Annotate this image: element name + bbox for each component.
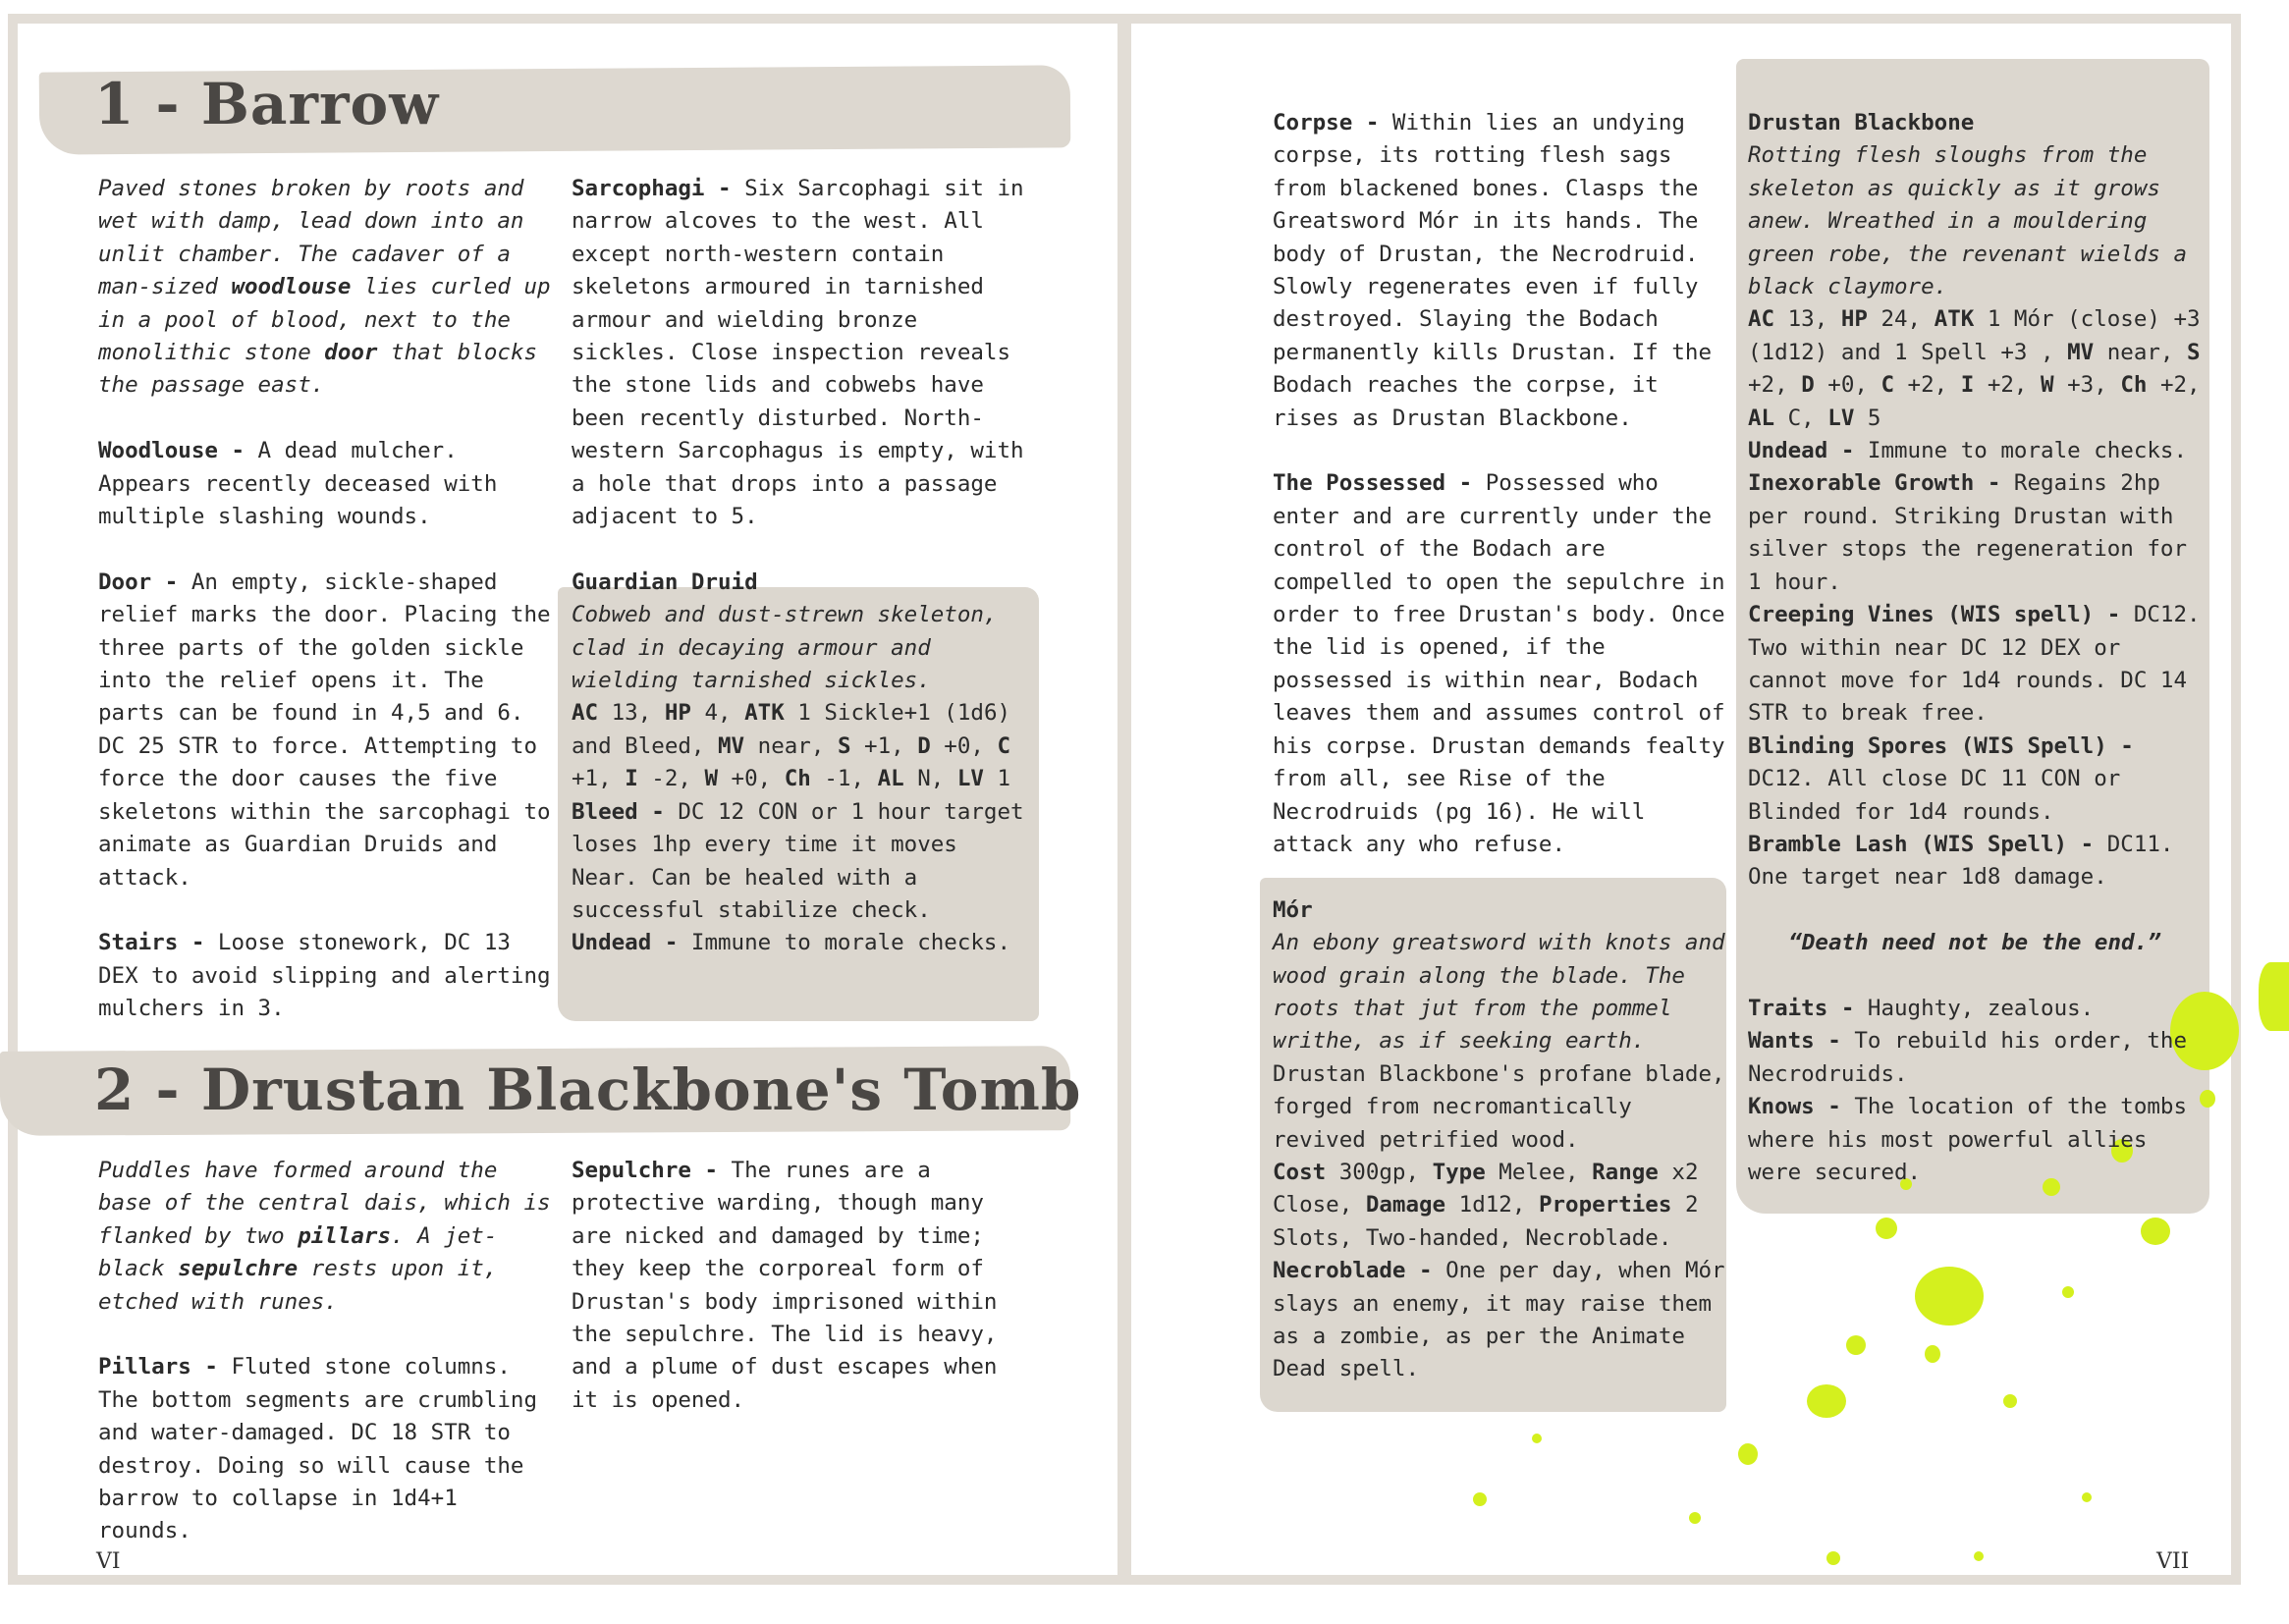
bleed-entry: Bleed - DC 12 CON or 1 hour target loses 1hp every time it moves Near. Can be healed with a successful stabilize check. <box>572 798 1024 923</box>
drustan-quote: “Death need not be the end.” <box>1788 930 2161 956</box>
page-number-left: VI <box>96 1549 121 1574</box>
guardian-undead-entry: Undead - Immune to morale checks. <box>572 930 1011 956</box>
corpse-entry: Corpse - Within lies an undying corpse, its rotting flesh sags from blackened bones. Clasps the Greatsword Mór in its hands. The body of Drustan, the Necrodruid. Slowly regenerates even if fully destroyed. Slaying the Bodach permanently kills Drustan. If the Bodach reaches the corpse, it rises as Drustan Blackbone. <box>1273 110 1713 431</box>
right-col-1 <box>1273 107 1726 1386</box>
door-entry: Door - An empty, sickle-shaped relief marks the door. Placing the three parts of the golden sickle into the relief opens it. The parts can be found in 4,5 and 6. DC 25 STR to force. Attempting to force the door causes the five skeletons within the sarcophagi to animate as Guardian Druids and attack. <box>98 568 551 891</box>
barrow-col-2 <box>572 173 1025 960</box>
drustan-undead-entry: Undead - Immune to morale checks. <box>1748 438 2188 464</box>
tomb-col-2 <box>572 1155 1025 1450</box>
guardian-druid-name: Guardian Druid <box>572 568 758 595</box>
drustan-name: Drustan Blackbone <box>1748 110 1975 135</box>
tomb-heading: 2 - Drustan Blackbone's Tomb <box>94 1056 1082 1123</box>
drustan-desc: Rotting flesh sloughs from the skeleton as quickly as it grows anew. Wreathed in a mouldering green robe, the revenant wields a black claymore. <box>1748 142 2188 300</box>
right-col-2 <box>1748 107 2202 1189</box>
possessed-entry: The Possessed - Possessed who enter and are currently under the control of the Bodach are compelled to open the sepulchre in order to free Drustan's body. Once the lid is opened, if the possessed is within near, Bodach leaves them and assumes control of his corpse. Drustan demands fealty from all, see Rise of the Necrodruids (pg 16). He will attack any who refuse. <box>1273 470 1725 857</box>
blinding-spores-entry: Blinding Spores (WIS Spell) - DC12. All close DC 11 CON or Blinded for 1d4 rounds. <box>1748 732 2134 825</box>
woodlouse-entry: Woodlouse - A dead mulcher. Appears recently deceased with multiple slashing wounds. <box>98 438 498 530</box>
bramble-lash-entry: Bramble Lash (WIS Spell) - DC11. One target near 1d8 damage. <box>1748 831 2174 891</box>
necroblade-entry: Necroblade - One per day, when Mór slays an enemy, it may raise them as a zombie, as per the Animate Dead spell. <box>1273 1258 1725 1382</box>
wants-entry: Wants - To rebuild his order, the Necrodruids. <box>1748 1028 2188 1087</box>
guardian-druid-desc: Cobweb and dust-strewn skeleton, clad in decaying armour and wielding tarnished sickles. <box>572 602 998 694</box>
stairs-entry: Stairs - Loose stonework, DC 13 DEX to avoid slipping and alerting mulchers in 3. <box>98 930 551 1022</box>
tomb-col-1 <box>98 1155 552 1581</box>
page-number-right: VII <box>2156 1549 2190 1574</box>
mor-body: Drustan Blackbone's profane blade, forged from necromantically revived petrified wood. <box>1273 1060 1725 1153</box>
knows-entry: Knows - The location of the tombs where his most powerful allies were secured. <box>1748 1094 2188 1185</box>
barrow-col-1 <box>98 173 552 1058</box>
barrow-intro: Paved stones broken by roots and wet with damp, lead down into an unlit chamber. The cadaver of a man-sized woodlouse lies curled up in a pool of blood, next to the monolithic stone door that blocks the passage east. <box>98 176 551 399</box>
guardian-druid-stats: AC 13, HP 4, ATK 1 Sickle+1 (1d6) and Bleed, MV near, S +1, D +0, C +1, I -2, W +0, Ch -1, AL N, LV 1 <box>572 700 1011 792</box>
pillars-entry: Pillars - Fluted stone columns. The bottom segments are crumbling and water-damaged. DC 18 STR to destroy. Doing so will cause the barrow to collapse in 1d4+1 rounds. <box>98 1354 538 1544</box>
sepulchre-entry: Sepulchre - The runes are a protective warding, though many are nicked and damaged by time; they keep the corporeal form of Drustan's body imprisoned within the sepulchre. The lid is heavy, and a plume of dust escapes when it is opened. <box>572 1158 998 1413</box>
mor-desc: An ebony greatsword with knots and wood grain along the blade. The roots that jut from the pommel writhe, as if seeking earth. <box>1273 930 1725 1055</box>
drustan-stats: AC 13, HP 24, ATK 1 Mór (close) +3 (1d12) and 1 Spell +3 , MV near, S +2, D +0, C +2, I +2, W +3, Ch +2, AL C, LV 5 <box>1748 306 2201 431</box>
inexorable-growth-entry: Inexorable Growth - Regains 2hp per round. Striking Drustan with silver stops the regeneration for 1 hour. <box>1748 470 2188 595</box>
traits-entry: Traits - Haughty, zealous. <box>1748 995 2095 1021</box>
mor-name: Mór <box>1273 896 1313 923</box>
barrow-heading: 1 - Barrow <box>94 71 440 137</box>
sarcophagi-entry: Sarcophagi - Six Sarcophagi sit in narrow alcoves to the west. All except north-western contain skeletons armoured in tarnished armour and wielding bronze sickles. Close inspection reveals the stone lids and cobwebs have been recently disturbed. North-western Sarcophagus is empty, with a hole that drops into a passage adjacent to 5. <box>572 176 1024 530</box>
creeping-vines-entry: Creeping Vines (WIS spell) - DC12. Two within near DC 12 DEX or cannot move for 1d4 rounds. DC 14 STR to break free. <box>1748 602 2201 727</box>
mor-stats: Cost 300gp, Type Melee, Range x2 Close, Damage 1d12, Properties 2 Slots, Two-handed, Necroblade. <box>1273 1159 1699 1251</box>
tomb-intro: Puddles have formed around the base of the central dais, which is flanked by two pillars. A jet-black sepulchre rests upon it, etched with runes. <box>98 1158 551 1315</box>
